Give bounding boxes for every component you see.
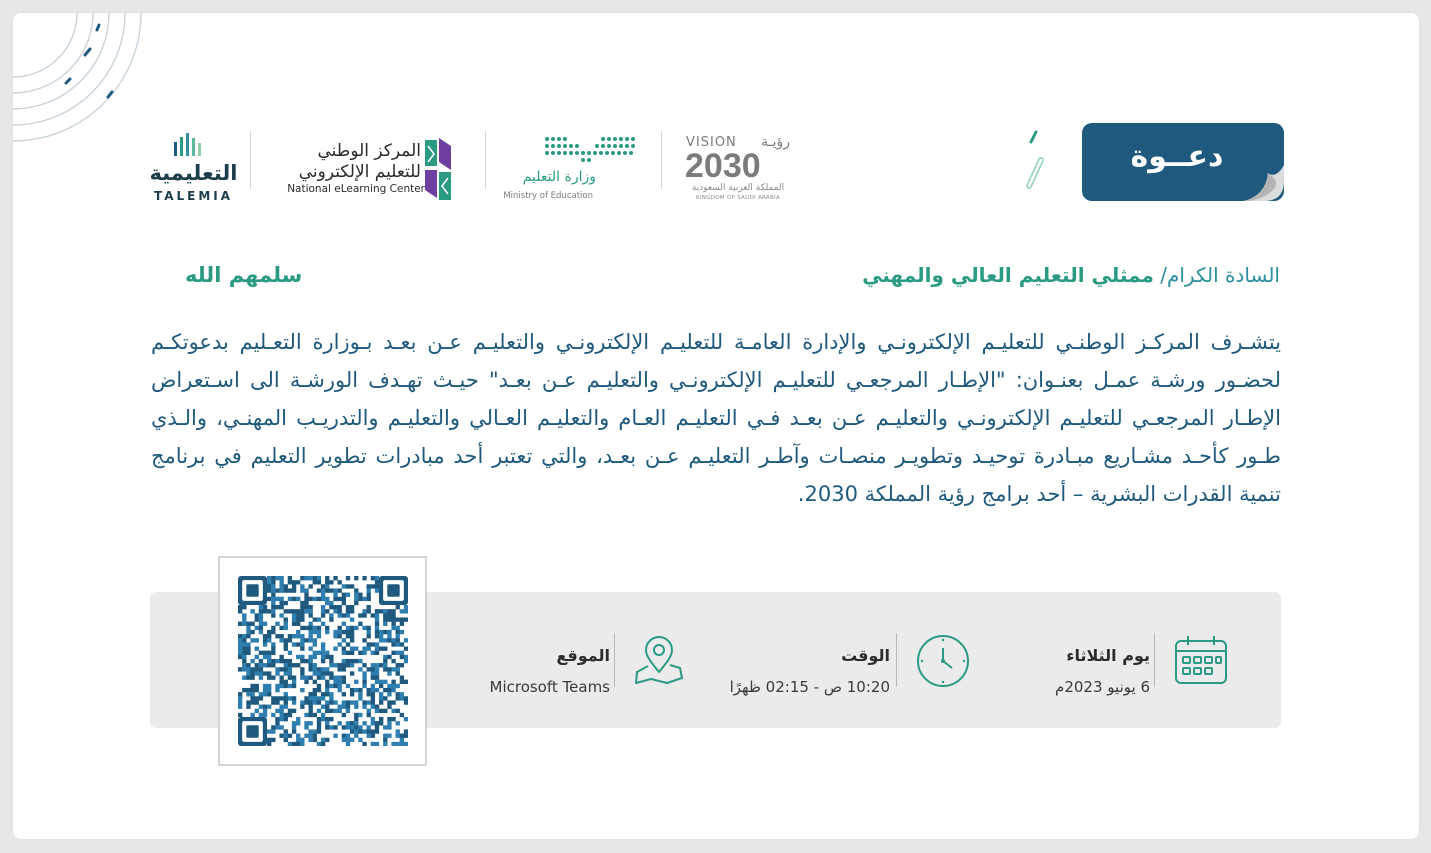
invitation-badge-label: دعــوة	[1130, 139, 1224, 174]
time-label: الوقت	[841, 646, 890, 665]
moe-logo-arabic: وزارة التعليم	[522, 169, 596, 185]
moe-logo-dots-icon	[543, 135, 638, 167]
vision-logo-arabic: رؤيـة	[760, 134, 790, 150]
date-value: 6 يونيو 2023م	[1055, 678, 1150, 696]
map-pin-icon	[634, 636, 684, 686]
qr-code[interactable]	[238, 576, 408, 746]
clock-icon	[916, 634, 970, 688]
page-curl-decoration	[1244, 165, 1286, 205]
talemia-logo-arabic: التعليمية	[149, 161, 238, 185]
logo-divider	[250, 131, 251, 189]
moe-logo-english: Ministry of Education	[503, 191, 593, 201]
time-value: 10:20 ص - 02:15 ظهرًا	[729, 678, 890, 696]
location-label: الموقع	[556, 646, 610, 665]
invitation-body: يتشـرف المركـز الوطنـي للتعليـم الإلكترونـي والإدارة العامـة للتعليـم الإلكترونـي والتعليـم عـن بعـد بـوزارة التعـليم بدعوتكـم لحضـور ورشـة عمـل بعنـوان: "الإطـار المرجعـي للتعليـم الإلكترونـي والتعليـم عـن بعـد" حيـث تهـدف الورشـة الى اسـتعراض الإطـار المرجعـي للتعليـم الإلكترونـي والتعليـم عـن بعـد فـي التعليـم العـام والتعليـم العـالي والتعليـم والتدريـب المهنـي، والـذي طـور كأحـد مشـاريع مبـادرة توحيـد وتطويـر منصـات وآطـر التعليـم عـن بعـد، والتي تعتبر أحد مبادرات تطوير التعليم في برنامج تنمية القدرات البشرية – أحد برامج رؤية المملكة 2030.	[151, 330, 1281, 506]
qr-code-frame	[218, 556, 427, 766]
vision-logo-kingdom-english: KINGDOM OF SAUDI ARABIA	[695, 195, 781, 201]
invitation-card	[13, 13, 1419, 839]
details-divider	[896, 633, 897, 687]
nelc-logo-arabic-line2: للتعليم الإلكتروني	[298, 162, 421, 182]
slash-decoration	[1023, 128, 1053, 193]
nelc-logo-arabic-line1: المركز الوطني	[317, 141, 421, 161]
calendar-icon	[1174, 633, 1228, 685]
nelc-logo-english: National eLearning Center	[287, 183, 425, 195]
details-divider	[1154, 633, 1155, 687]
vision-logo-kingdom-arabic: المملكة العربية السعودية	[691, 183, 785, 193]
location-value: Microsoft Teams	[489, 678, 610, 696]
vision-logo-year: 2030	[685, 147, 761, 185]
talemia-logo-bars-icon	[174, 133, 214, 161]
salutation-recipients: ممثلي التعليم العالي والمهني	[862, 263, 1154, 287]
corner-arcs-decoration	[13, 13, 153, 153]
talemia-logo-english: TALEMIA	[153, 189, 234, 203]
logo-divider	[485, 131, 486, 189]
vision-logo-english: VISION	[686, 135, 737, 150]
nelc-logo-mark-icon	[423, 136, 453, 202]
date-label: يوم الثلاثاء	[1066, 646, 1150, 665]
logo-divider	[661, 131, 662, 189]
salutation-prefix: السادة الكرام/	[1160, 263, 1280, 287]
salutation-blessing: سلمهم الله	[185, 263, 303, 287]
details-divider	[614, 633, 615, 687]
salutation-line	[862, 263, 1280, 287]
